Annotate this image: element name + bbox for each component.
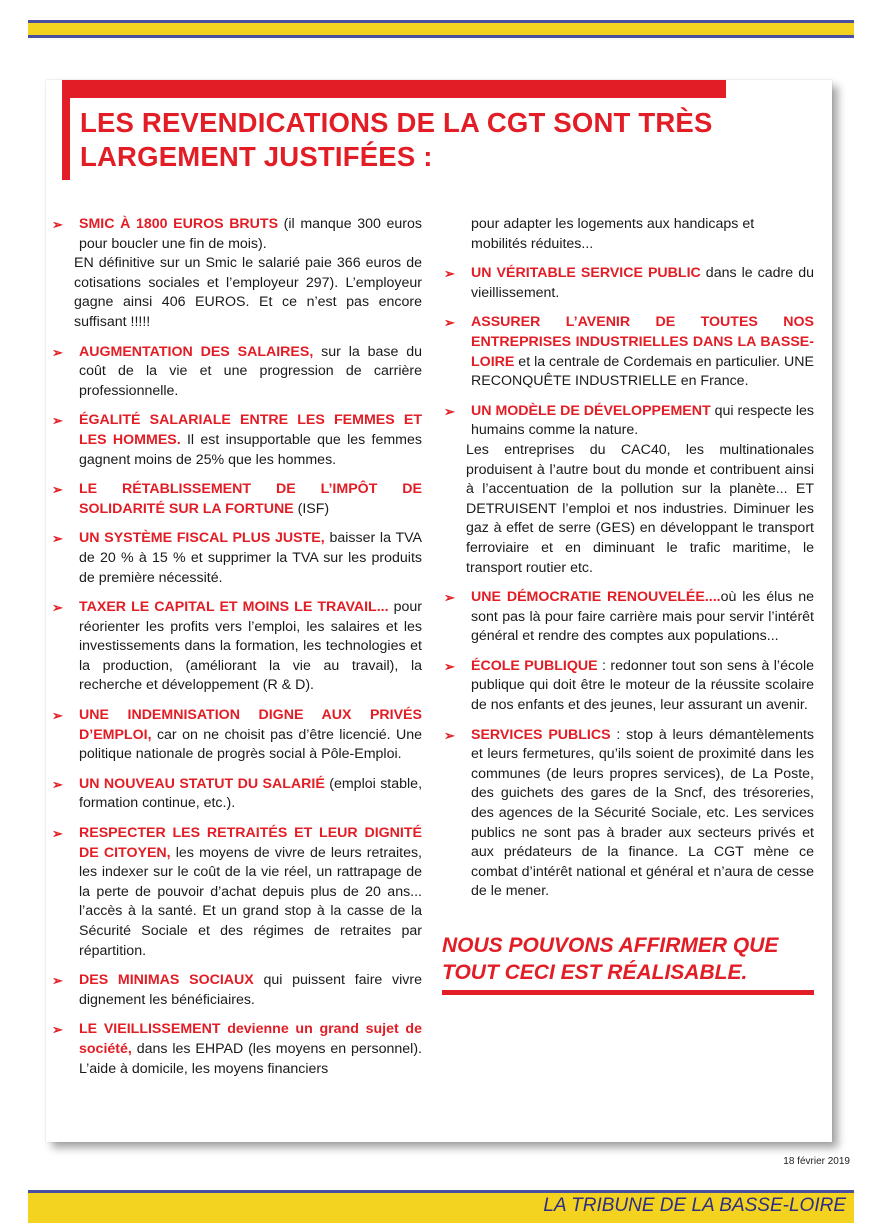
demand-item [442,657,814,716]
demand-item [50,480,422,519]
demand-text: car on ne choisit pas d’être licencié. Une politique nationale de progrès social à Pôle-Emploi. [79,726,422,763]
demand-item [50,706,422,765]
demand-text: dans les EHPAD (les moyens en personnel). L’aide à domicile, les moyens financiers [79,1040,422,1077]
demand-item [50,343,422,402]
demand-text: : stop à leurs démantèlements et leurs fermetures, qu’ils soient de proximité dans les communes (de leurs propres services), de La Poste, des guichets des gares de la Sncf, des trésoreries, des agences de la Sécurité Sociale, etc. Les services publics ne sont pas à brader aux secteurs privés et aux prédateurs de la finance. La CGT mène ce combat d’intérêt national et général et n’aura de cesse de le mener. [471,726,814,900]
demand-item [50,529,422,588]
demand-text: qui respecte les humains comme la nature. [471,402,815,439]
demand-text: (il manque 300 euros pour boucler une fin de mois). [79,216,422,252]
demand-text: (ISF) [293,500,330,517]
demand-item [442,313,814,391]
demand-heading: LE RÉTABLISSEMENT DE L’IMPÔT DE SOLIDARITÉ SUR LA FORTUNE [79,481,422,517]
demand-text: : redonner tout son sens à l’école publique qui doit être le moteur de la réussite scolaire de nos enfants et des jeunes, leur assurant un avenir. [471,657,815,714]
arrow-right-icon: ➢ [444,315,455,331]
demand-text: (emploi stable, formation continue, etc.). [79,775,423,812]
demand-text: où les élus ne sont pas là pour faire carrière mais pour servir l’intérêt général et rendre des comptes aux populations... [471,589,814,645]
article-title: LES REVENDICATIONS DE LA CGT SONT TRÈS LARGEMENT JUSTIFÉES : [80,107,713,172]
demand-heading: RESPECTER LES RETRAITÉS ET LEUR DIGNITÉ DE CITOYEN, [79,825,422,861]
demand-heading: SERVICES PUBLICS [471,726,611,743]
demand-heading: SMIC À 1800 EUROS BRUTS [79,216,279,232]
demand-detail: EN définitive sur un Smic le salarié paie 366 euros de cotisations sociales et l’employeur 297). L’employeur gagne ainsi 406 EUROS. Et ce n’est pas encore suffisant !!!!! [74,255,422,330]
arrow-right-icon: ➢ [52,708,63,724]
arrow-right-icon: ➢ [52,973,63,989]
arrow-right-icon: ➢ [52,1022,63,1038]
title-accent-stem [62,80,70,180]
demand-item [442,264,814,303]
arrow-right-icon: ➢ [52,600,63,616]
demand-heading: UN MODÈLE DE DÉVELOPPEMENT [471,402,711,419]
demand-item [50,824,422,961]
demand-heading: UNE INDEMNISATION DIGNE AUX PRIVÉS D’EMPLOI, [79,707,422,743]
arrow-right-icon: ➢ [52,413,63,429]
arrow-right-icon: ➢ [52,826,63,842]
demand-item [50,775,422,814]
demand-item [442,402,814,578]
publication-date: 18 février 2019 [783,1156,850,1167]
demand-detail: Les entreprises du CAC40, les multinationales produisent à l’autre bout du monde et contribuent ainsi à l’accentuation de la pollution sur la planète... ET DETRUISENT l’emploi et nos industries. Diminuer les gaz à effet de serre (GES) en développant le transport ferroviaire et en diminuant le trafic maritime, le transport routier etc. [466,441,814,576]
demand-text: dans le cadre du vieillissement. [471,265,814,301]
demand-heading: AUGMENTATION DES SALAIRES, [79,343,314,360]
demand-text: les moyens de vivre de leurs retraites, les indexer sur le coût de la vie réel, un rattrapage de la perte de pouvoir d’achat depuis plus de 20 ans... l’accès à la santé. Et un grand stop à la casse de la Sécurité Sociale et des régimes de retraites par répartition. [79,844,422,959]
demand-item [442,726,814,902]
continued-text: pour adapter les logements aux handicaps et mobilités réduites... [471,216,755,252]
demand-heading: ÉCOLE PUBLIQUE [471,657,598,674]
arrow-right-icon: ➢ [52,776,63,792]
demand-item [50,971,422,1010]
demand-heading: UNE DÉMOCRATIE RENOUVELÉE.... [471,589,721,606]
publication-name: LA TRIBUNE DE LA BASSE-LOIRE [543,1195,846,1216]
arrow-right-icon: ➢ [52,344,63,360]
arrow-right-icon: ➢ [444,658,455,674]
right-column [442,215,814,995]
demand-heading: UN VÉRITABLE SERVICE PUBLIC [471,265,701,282]
left-column [50,215,422,1089]
demand-heading: ÉGALITÉ SALARIALE ENTRE LES FEMMES ET LES HOMMES. [79,412,422,448]
demand-item [50,1020,422,1079]
demand-heading: TAXER LE CAPITAL ET MOINS LE TRAVAIL... [79,599,389,616]
demand-heading: UN NOUVEAU STATUT DU SALARIÉ [79,775,325,792]
demand-text: baisser la TVA de 20 % à 15 % et supprimer la TVA sur les produits de première nécessité. [79,530,422,586]
demand-text: qui puissent faire vivre dignement les bénéficiaires. [79,972,422,1008]
demand-text: Il est insupportable que les femmes gagnent moins de 25% que les hommes. [79,431,422,468]
demand-item [50,411,422,470]
arrow-right-icon: ➢ [444,727,455,743]
top-decorative-band [28,20,854,38]
arrow-right-icon: ➢ [444,266,455,282]
arrow-right-icon: ➢ [52,531,63,547]
arrow-right-icon: ➢ [444,403,455,419]
title-accent-bar [62,80,726,98]
demand-heading: DES MINIMAS SOCIAUX [79,972,254,989]
demand-item [50,215,422,333]
demand-item [50,598,422,696]
arrow-right-icon: ➢ [444,590,455,606]
demand-text: et la centrale de Cordemais en particulier. UNE RECONQUÊTE INDUSTRIELLE en France. [471,353,815,390]
conclusion-statement: NOUS POUVONS AFFIRMER QUE TOUT CECI EST RÉALISABLE. [442,932,814,995]
demand-heading: ASSURER L’AVENIR DE TOUTES NOS ENTREPRISES INDUSTRIELLES DANS LA BASSE-LOIRE [471,314,814,370]
arrow-right-icon: ➢ [52,482,63,498]
demand-item [442,588,814,647]
demand-text: pour réorienter les profits vers l’emploi, les salaires et les investissements dans la formation, les technologies et la production, (améliorant la vie au travail), la recherche et développement (R & D). [79,599,422,694]
demand-heading: UN SYSTÈME FISCAL PLUS JUSTE, [79,530,325,547]
demand-text: sur la base du coût de la vie et une progression de carrière professionnelle. [79,343,422,399]
demand-heading: LE VIEILLISSEMENT devienne un grand sujet de société, [79,1021,422,1057]
arrow-right-icon: ➢ [52,217,63,232]
